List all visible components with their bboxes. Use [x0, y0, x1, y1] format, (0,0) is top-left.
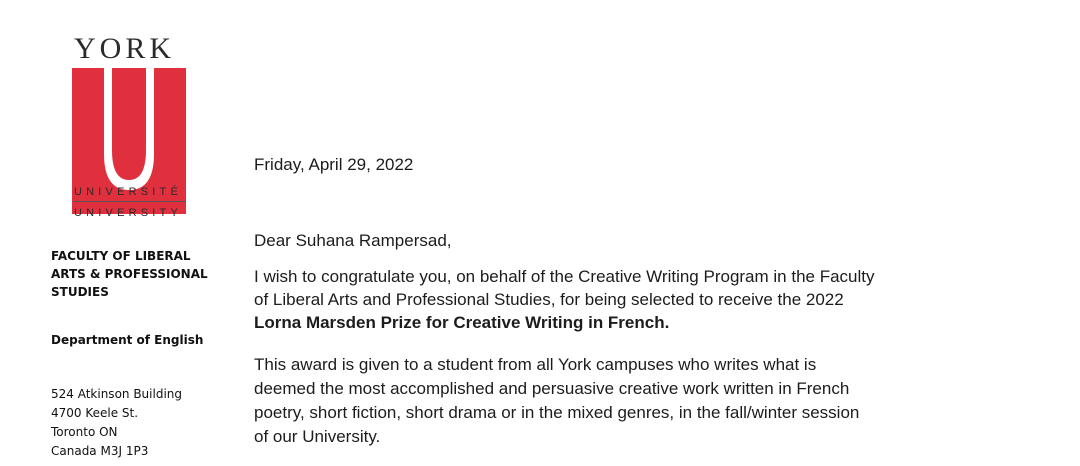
- paragraph-line: I wish to congratulate you, on behalf of the Creative Writing Program in the Faculty: [254, 267, 875, 286]
- department-name: Department of English: [51, 333, 204, 347]
- faculty-line: ARTS & PROFESSIONAL: [51, 267, 208, 281]
- logo-wordmark: YORK: [74, 32, 176, 65]
- address-block: [51, 385, 182, 461]
- address-line: 524 Atkinson Building: [51, 387, 183, 401]
- paragraph-line: poetry, short fiction, short drama or in the mixed genres, in the fall/winter session: [254, 403, 860, 422]
- letter-paragraph-congratulations: [254, 265, 954, 334]
- paragraph-line: of Liberal Arts and Professional Studies, for being selected to receive the 2022: [254, 290, 844, 309]
- faculty-line: STUDIES: [51, 285, 109, 299]
- logo-subtitle-french: UNIVERSITÉ: [74, 186, 183, 198]
- letter-paragraph-award-description: [254, 353, 954, 449]
- faculty-name: [51, 247, 221, 301]
- paragraph-line: This award is given to a student from all York campuses who writes what is: [254, 355, 817, 374]
- logo-subtitle-english: UNIVERSITY: [74, 207, 183, 219]
- paragraph-line: deemed the most accomplished and persuasive creative work written in French: [254, 379, 850, 398]
- letter-salutation: Dear Suhana Rampersad,: [254, 231, 452, 250]
- address-line: Toronto ON: [51, 425, 118, 439]
- paragraph-line: of our University.: [254, 427, 381, 446]
- address-line: Canada M3J 1P3: [51, 444, 149, 458]
- letter-date: Friday, April 29, 2022: [254, 155, 414, 174]
- address-line: 4700 Keele St.: [51, 406, 139, 420]
- york-university-logo: [72, 32, 187, 219]
- award-name: Lorna Marsden Prize for Creative Writing in French.: [254, 313, 670, 332]
- faculty-line: FACULTY OF LIBERAL: [51, 249, 191, 263]
- logo-divider: [74, 201, 186, 202]
